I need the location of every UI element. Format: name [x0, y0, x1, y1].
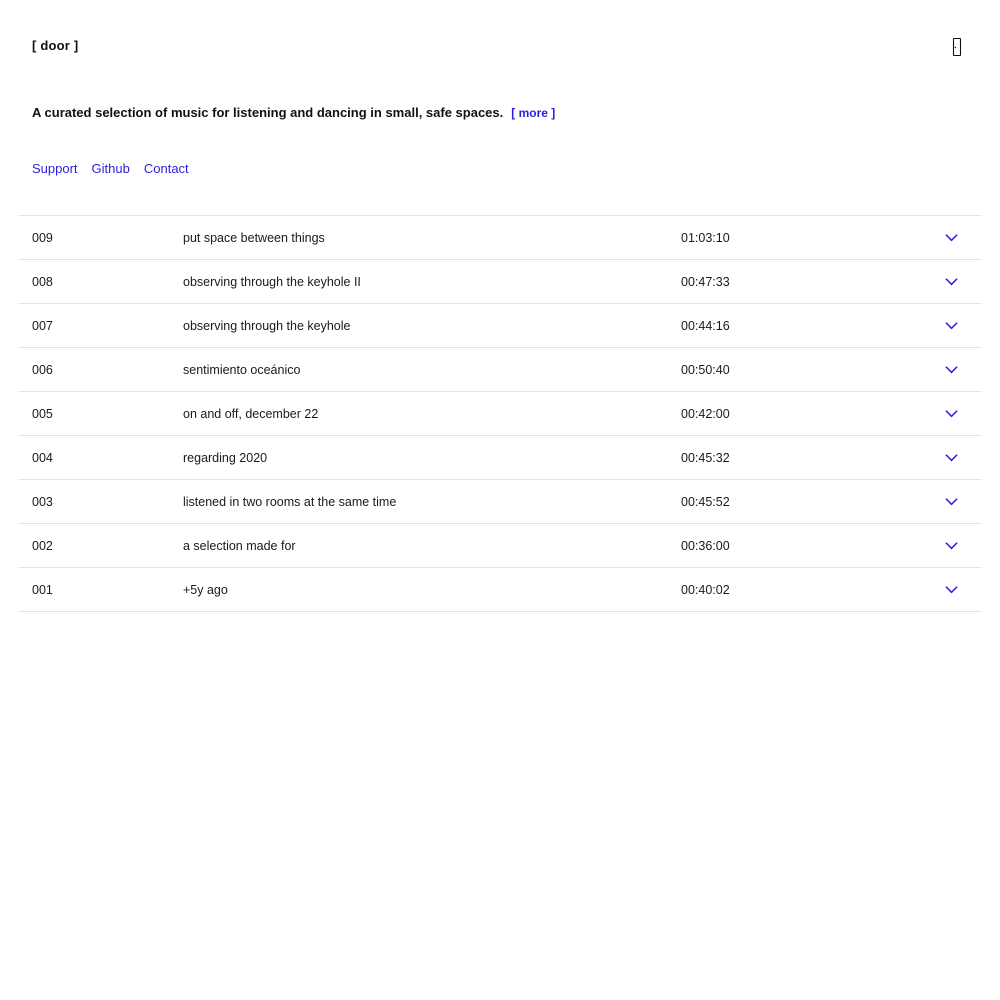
table-row[interactable] [19, 392, 981, 436]
chevron-down-icon[interactable] [921, 317, 981, 334]
chevron-down-icon[interactable] [921, 361, 981, 378]
tagline [32, 104, 968, 122]
episode-duration: 00:45:32 [681, 450, 730, 465]
chevron-down-icon[interactable] [921, 405, 981, 422]
chevron-down-icon[interactable] [921, 229, 981, 246]
episode-title: listened in two rooms at the same time [183, 494, 397, 509]
episode-title: +5y ago [183, 582, 228, 597]
chevron-down-icon[interactable] [921, 537, 981, 554]
nav-item-contact[interactable]: Contact [143, 161, 189, 176]
nav-item-github[interactable]: Github [91, 161, 130, 176]
site-header [0, 0, 1000, 58]
episode-duration: 00:45:52 [681, 494, 730, 509]
chevron-down-icon[interactable] [921, 273, 981, 290]
episode-number: 008 [32, 274, 53, 289]
episode-list [19, 215, 981, 612]
episode-title: a selection made for [183, 538, 296, 553]
episode-duration: 00:47:33 [681, 274, 730, 289]
episode-duration: 00:44:16 [681, 318, 730, 333]
episode-duration: 00:42:00 [681, 406, 730, 421]
more-link[interactable]: [ more ] [511, 106, 556, 120]
chevron-down-icon[interactable] [921, 449, 981, 466]
episode-title: observing through the keyhole II [183, 274, 361, 289]
episode-title: put space between things [183, 230, 325, 245]
episode-number: 007 [32, 318, 53, 333]
table-row[interactable] [19, 304, 981, 348]
episode-number: 003 [32, 494, 53, 509]
episode-number: 009 [32, 230, 53, 245]
episode-duration: 01:03:10 [681, 230, 730, 245]
table-row[interactable] [19, 348, 981, 392]
episode-number: 002 [32, 538, 53, 553]
table-row[interactable] [19, 480, 981, 524]
nav-item-support[interactable]: Support [32, 161, 78, 176]
nav-links [32, 160, 968, 178]
episode-title: observing through the keyhole [183, 318, 351, 333]
chevron-down-icon[interactable] [921, 493, 981, 510]
episode-number: 004 [32, 450, 53, 465]
episode-duration: 00:50:40 [681, 362, 730, 377]
chevron-down-icon[interactable] [921, 581, 981, 598]
episode-title: on and off, december 22 [183, 406, 319, 421]
table-row[interactable] [19, 436, 981, 480]
episode-number: 005 [32, 406, 53, 421]
table-row[interactable] [19, 568, 981, 612]
page-title: [ door ] [32, 38, 79, 53]
episode-number: 001 [32, 582, 53, 597]
episode-duration: 00:36:00 [681, 538, 730, 553]
episode-number: 006 [32, 362, 53, 377]
table-row[interactable] [19, 524, 981, 568]
episode-title: sentimiento oceánico [183, 362, 301, 377]
door-icon[interactable] [946, 36, 968, 58]
episode-duration: 00:40:02 [681, 582, 730, 597]
table-row[interactable] [19, 260, 981, 304]
table-row[interactable] [19, 216, 981, 260]
episode-title: regarding 2020 [183, 450, 268, 465]
tagline-text: A curated selection of music for listening and dancing in small, safe spaces. [32, 105, 504, 120]
